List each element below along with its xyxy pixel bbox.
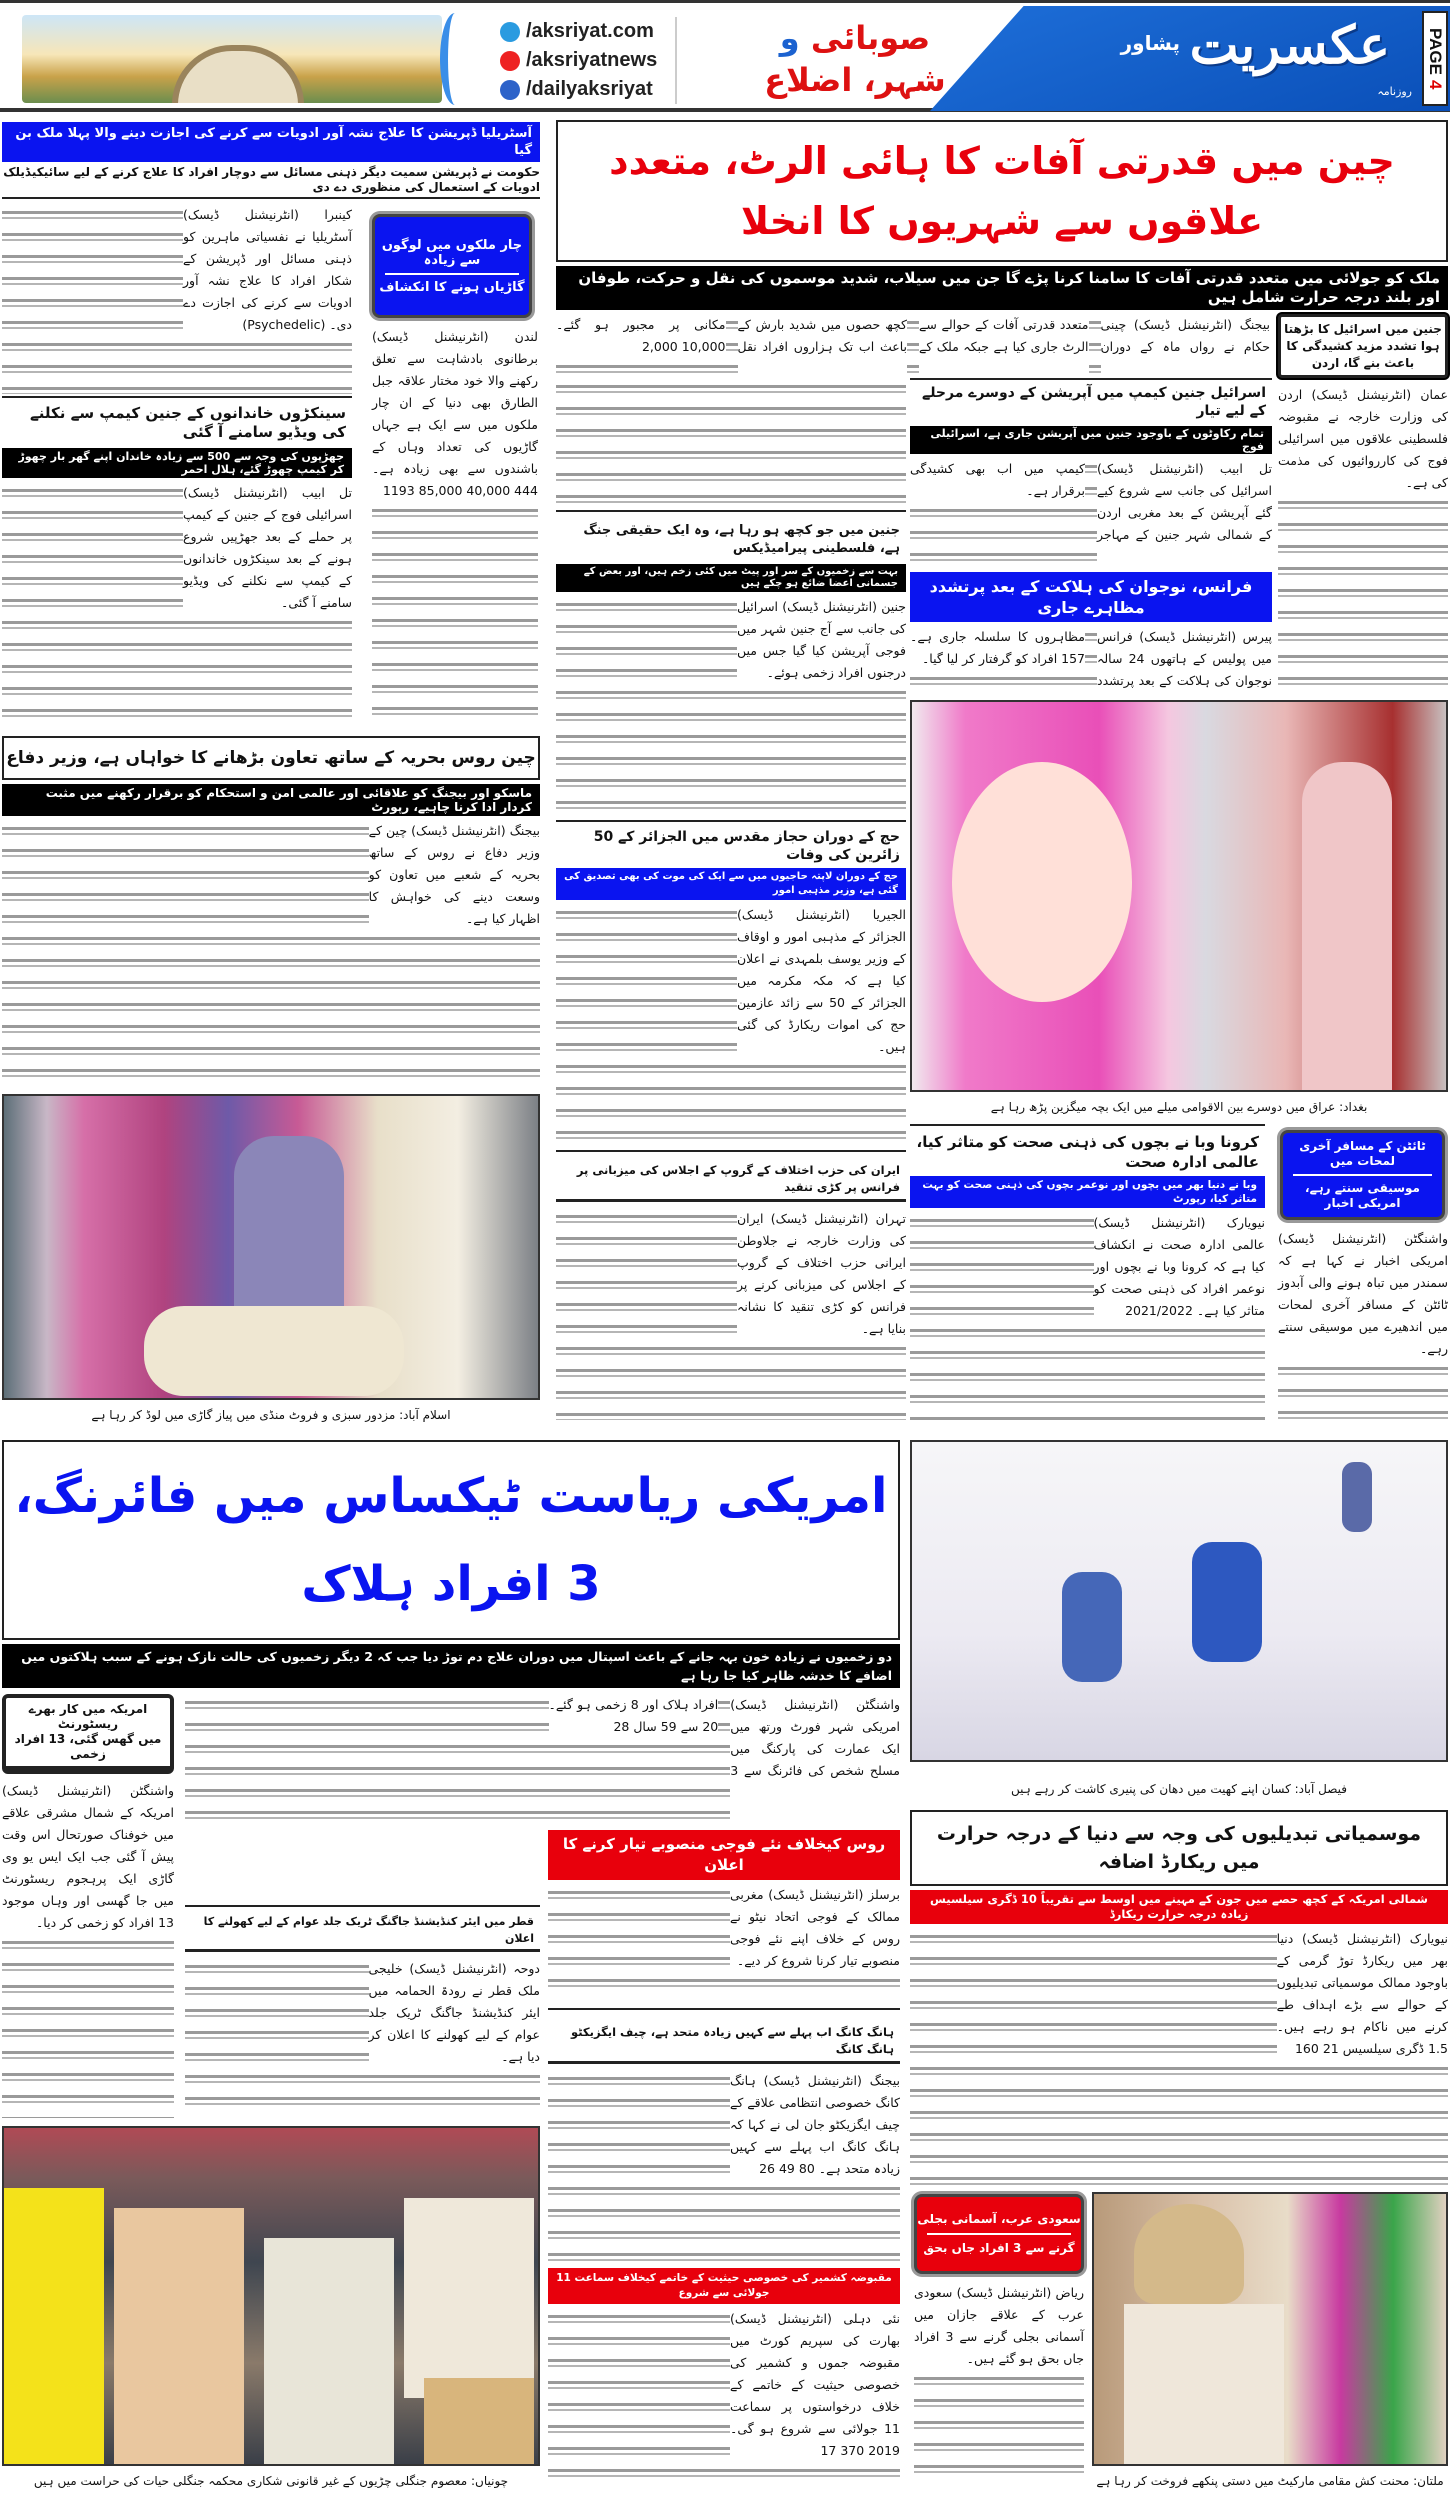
divider xyxy=(548,2008,900,2010)
rice-field-photo xyxy=(910,1440,1448,1762)
cars-body xyxy=(372,326,538,726)
facebook-icon xyxy=(500,80,520,100)
web-icon xyxy=(500,22,520,42)
jordan-body xyxy=(1278,384,1448,694)
corona-body xyxy=(910,1212,1265,1420)
box-line: گاڑیاں ہونے کا انکشاف xyxy=(379,279,525,295)
divider xyxy=(185,1905,540,1907)
kashmir-headline: مقبوضہ کشمیر کی خصوصی حیثیت کے خاتمے کیخلاف سماعت 11 جولائی سے شروع xyxy=(548,2268,900,2304)
australia-headline: آسٹریلیا ڈپریشن کا علاج نشہ آور ادویات سے کرنے کی اجازت دینے والا پہلا ملک بن گیا xyxy=(2,122,540,162)
article-text: واشنگٹن (انٹرنیشنل ڈیسک) امریکی اخبار نے کہا ہے کہ سمندر میں تباہ ہونے والی آبدوز ٹائٹن کے مسافر آخری لمحات میں اندھیرے میں موسیقی سنتے رہے۔ xyxy=(1278,1228,1448,1360)
article-text: تہران (انٹرنیشنل ڈیسک) ایران کی وزارت خارجہ نے جلاوطن ایرانی حزب اختلاف کے گروپ کے اجلاس کی میزبانی کرنے پر فرانس کو کڑی تنقید کا نشانہ بنایا ہے۔ xyxy=(737,1208,906,1340)
youtube-link[interactable]: /aksriyatnews xyxy=(526,49,658,71)
section-line-1: صوبائی xyxy=(810,19,931,57)
israel-operation-body xyxy=(910,458,1272,568)
box-line: سعودی عرب، آسمانی بجلی xyxy=(917,2212,1081,2226)
cars-box xyxy=(372,214,532,318)
divider xyxy=(910,378,1272,380)
article-text: کینبرا (انٹرنیشنل ڈیسک) آسٹریلیا نے نفسیاتی ماہرین کو ذہنی مسائل اور ڈپریشن کے شکار افراد کا علاج نشہ آور ادویات سے کرنے کی اجازت دے دی۔ (Psychedelic) xyxy=(183,204,352,336)
baghdad-photo-caption: بغداد: عراق میں دوسرے بین الاقوامی میلے میں ایک بچہ میگزین پڑھ رہا ہے xyxy=(990,1100,1368,1114)
divider xyxy=(556,820,906,822)
box-line: ٹائٹن کے مسافر آخری لمحات میں xyxy=(1299,1139,1426,1168)
section-title xyxy=(760,17,950,101)
hajj-body xyxy=(556,904,906,1144)
article-text: جنین (انٹرنیشنل ڈیسک) اسرائیل کی جانب سے آج جنین شہر میں فوجی آپریشن کیا گیا جس میں درجنوں افراد زخمی ہوئے۔ xyxy=(737,596,906,684)
page-number: 4 xyxy=(1426,79,1445,90)
paramedics-sub: بہت سے زخمیوں کے سر اور پیٹ میں کئی زخم ہیں، اور بعض کے جسمانی اعضا ضائع ہو چکے ہیں xyxy=(556,564,906,592)
box-line: امریکہ میں کار بھرے ریسٹورنٹ xyxy=(28,1702,148,1731)
article-text: ریاض (انٹرنیشنل ڈیسک) سعودی عرب کے علاقے جازان میں آسمانی بجلی گرنے سے 3 افراد جاں بحق ہو گئے ہیں۔ xyxy=(914,2282,1084,2370)
china-russia-body xyxy=(2,820,540,1088)
australia-lead: حکومت نے ڈپریشن سمیت دیگر ذہنی مسائل سے دوچار افراد کا علاج کرنے کے لیے سائیکیڈیلک ادویات کے استعمال کی منظوری دے دی xyxy=(2,165,540,199)
cityscape-banner-image xyxy=(22,15,442,103)
texas-sub: دو زخمیوں نے زیادہ خون بہہ جانے کے باعث اسپتال میں دوران علاج دم توڑ دیا جب کہ 2 دیگر زخمیوں کی حالت نازک ہونے کے سبب ہلاکتوں میں اضافے کا خدشہ ظاہر کیا جا رہا ہے xyxy=(2,1644,900,1688)
wildlife-arrest-photo xyxy=(2,2126,540,2466)
article-text: پیرس (انٹرنیشنل ڈیسک) فرانس میں پولیس کے ہاتھوں 24 سالہ نوجوان کی ہلاکت کے بعد پرتشدد مظاہروں کا سلسلہ جاری ہے۔ 157 افراد کو گرفتار کر لیا گیا۔ xyxy=(910,626,1272,692)
china-russia-sub: ماسکو اور بیجنگ کو علاقائی اور عالمی امن و استحکام کو برقرار رکھنے میں مثبت کردار ادا کرنا چاہیے، رپورٹ xyxy=(2,784,540,816)
corona-headline: کرونا وبا نے بچوں کی ذہنی صحت کو متاثر کیا، عالمی ادارہ صحت xyxy=(916,1133,1259,1171)
climate-body xyxy=(910,1928,1448,2188)
texas-headline-box xyxy=(2,1440,900,1640)
facebook-link[interactable]: /dailyaksriyat xyxy=(526,78,653,100)
divider xyxy=(556,510,906,512)
titan-body xyxy=(1278,1228,1448,1420)
climate-headline: موسمیاتی تبدیلیوں کی وجہ سے دنیا کے درجہ حرارت میں ریکارڈ اضافہ xyxy=(910,1810,1448,1886)
article-text: نئی دہلی (انٹرنیشنل ڈیسک) بھارت کی سپریم کورٹ میں مقبوضہ جموں و کشمیر کی خصوصی حیثیت کے خاتمے کے خلاف درخواستوں پر سماعت 11 جولائی سے شروع ہو گی۔ 2019 370 17 xyxy=(730,2308,900,2462)
jenin-families-body xyxy=(2,482,352,728)
section-line-2: شہر، اضلاع xyxy=(764,61,946,99)
divider xyxy=(556,1150,906,1152)
main-body-continued xyxy=(556,378,906,508)
article-text: لندن (انٹرنیشنل ڈیسک) برطانوی بادشاہت سے تعلق رکھنے والا خود مختار علاقہ جبل الطارق بھی دنیا کے ان چار ملکوں میں سے ایک ہے جہاں گاڑیوں کی تعداد وہاں کے باشندوں سے بھی زیادہ ہے۔ 444 40,000 85,000 1193 xyxy=(372,326,538,502)
china-russia-headline: چین روس بحریہ کے ساتھ تعاون بڑھانے کا خواہاں ہے، وزیر دفاع xyxy=(2,736,540,780)
multan-photo-caption: ملتان: محنت کش مقامی مارکیٹ میں دستی پنکھے فروخت کر رہا ہے xyxy=(1096,2474,1444,2488)
decorative-arc xyxy=(440,13,470,105)
texas-body xyxy=(185,1694,900,1824)
main-sub-headline: ملک کو جولائی میں متعدد قدرتی آفات کا سامنا کرنا پڑے گا جن میں سیلاب، شدید موسموں کی نقل و حرکت، طوفان اور بلند درجہ حرارت شامل ہیں xyxy=(556,266,1448,310)
box-line: میں گھس گئی، 13 افراد زخمی xyxy=(14,1732,162,1761)
article-text: برسلز (انٹرنیشنل ڈیسک) مغربی ممالک کے فوجی اتحاد نیٹو نے روس کے خلاف اپنے نئے فوجی منصوبے تیار کرنا شروع کر دیے۔ xyxy=(730,1884,900,1972)
texas-headline: امریکی ریاست ٹیکساس میں فائرنگ، 3 افراد ہلاک xyxy=(14,1468,888,1612)
youtube-icon xyxy=(500,51,520,71)
iran-headline: ایران کی حزب اختلاف کے گروپ کے اجلاس کی میزبانی پر فرانس پر کڑی تنقید xyxy=(556,1158,906,1202)
logo-city: پشاور xyxy=(1120,31,1180,55)
russia-headline: روس کیخلاف نئے فوجی منصوبے تیار کرنے کا اعلان xyxy=(548,1830,900,1880)
article-text: دوحہ (انٹرنیشنل ڈیسک) خلیجی ملک قطر نے رودۃ الحمامہ میں ایئر کنڈیشنڈ جاگنگ ٹریک جلد عوام کے لیے کھولنے کا اعلان کر دیا ہے۔ xyxy=(369,1958,541,2068)
paramedics-headline: جنین میں جو کچھ ہو رہا ہے، وہ ایک حقیقی جنگ ہے، فلسطینی پیرامیڈیکس xyxy=(583,523,900,556)
paramedics-body xyxy=(556,596,906,816)
titan-box xyxy=(1280,1130,1445,1220)
onion-photo-caption: اسلام آباد: مزدور سبزی و فروٹ منڈی میں پیاز گاڑی میں لوڈ کر رہا ہے xyxy=(91,1408,451,1422)
iran-body xyxy=(556,1208,906,1420)
logo-daily: روزنامہ xyxy=(1377,85,1412,98)
restaurant-box xyxy=(2,1694,174,1774)
divider xyxy=(910,1124,1265,1126)
hongkong-body xyxy=(548,2070,900,2265)
jordan-headline: جنین میں اسرائیل کا بڑھتا ہوا تشدد مزید کشیدگی کا باعث بنے گا، اردن xyxy=(1278,314,1448,378)
qatar-body xyxy=(185,1958,540,2118)
section-and: و xyxy=(779,19,800,57)
masthead xyxy=(0,0,1450,112)
main-body xyxy=(556,314,1270,374)
article-text: تل ابیب (انٹرنیشنل ڈیسک) اسرائیل کی جانب سے شروع کیے گئے آپریشن کے بعد مغربی اردن کے شمالی شہر جنین کے مہاجر کیمپ میں اب بھی کشیدگی برقرار ہے۔ xyxy=(910,458,1272,568)
kashmir-body xyxy=(548,2308,900,2478)
page-number-badge xyxy=(1422,11,1448,106)
page-label: PAGE xyxy=(1426,27,1445,75)
social-links xyxy=(500,17,677,104)
israel-operation-headline: اسرائیل جنین کیمپ میں آپریشن کے دوسرے مرحلے کے لیے تیار xyxy=(922,385,1266,419)
australia-body xyxy=(2,204,352,394)
article-text: واشنگٹن (انٹرنیشنل ڈیسک) امریکی شہر فورٹ ورتھ میں ایک عمارت کی پارکنگ میں مسلح شخص کی فائرنگ سے 3 افراد ہلاک اور 8 زخمی ہو گئے۔ 20 سے 59 سال 28 xyxy=(549,1694,901,1824)
qatar-headline: قطر میں ایئر کنڈیشنڈ جاگنگ ٹریک جلد عوام کے لیے کھولنے کا اعلان xyxy=(185,1910,540,1952)
russia-body xyxy=(548,1884,900,2000)
main-headline: چین میں قدرتی آفات کا ہائی الرٹ، متعدد علاقوں سے شہریوں کا انخلا xyxy=(609,139,1395,243)
restaurant-body xyxy=(2,1780,174,2118)
article-text: عمان (انٹرنیشنل ڈیسک) اردن کی وزارت خارجہ نے مقبوضہ فلسطینی علاقوں میں اسرائیلی فوج کی کارروائیوں کی مذمت کی ہے۔ xyxy=(1278,384,1448,494)
box-line: موسیقی سنتے رہے، امریکی اخبار xyxy=(1305,1181,1420,1210)
article-text: بیجنگ (انٹرنیشنل ڈیسک) چین کے وزیر دفاع نے روس کے ساتھ بحریہ کے شعبے میں تعاون کو وسعت دینے کی خواہش کا اظہار کیا ہے۔ xyxy=(369,820,540,930)
article-text: نیویارک (انٹرنیشنل ڈیسک) دنیا بھر میں ریکارڈ توڑ گرمی کے باوجود ممالک موسمیاتی تبدیلیوں کے حوالے سے بڑے اہداف طے کرنے میں ناکام ہو رہے ہیں۔ 1.5 ڈگری سیلسیس 21 160 xyxy=(1277,1928,1448,2060)
jenin-families-headline: سینکڑوں خاندانوں کے جنین کیمپ سے نکلنے کی ویڈیو سامنے آ گئی xyxy=(29,404,346,441)
jenin-families-sub: جھڑپوں کی وجہ سے 500 سے زیادہ خاندان اپنے گھر بار چھوڑ کر کیمپ چھوڑ گئے، ہلال احمر xyxy=(2,448,352,478)
france-body xyxy=(910,626,1272,692)
saudi-body xyxy=(914,2282,1084,2482)
rice-photo-caption: فیصل آباد: کسان اپنے کھیت میں دھان کی پنیری کاشت کر رہے ہیں xyxy=(1010,1782,1348,1796)
hongkong-headline: ہانگ کانگ اب پہلے سے کہیں زیادہ متحد ہے، چیف ایگزیکٹو ہانگ کانگ xyxy=(548,2020,900,2064)
hajj-headline: حج کے دوران حجاز مقدس میں الجزائر کے 50 زائرین کی وفات xyxy=(593,829,900,863)
article-text: الجیریا (انٹرنیشنل ڈیسک) الجزائر کے مذہبی امور و اوقاف کے وزیر یوسف بلمہدی نے اعلان کیا ہے کہ مکہ مکرمہ میں الجزائر کے 50 سے زائد عازمین حج کی اموات ریکارڈ کی گئی ہیں۔ xyxy=(737,904,906,1058)
newspaper-logo: عکسریت xyxy=(1189,15,1390,76)
main-headline-box xyxy=(556,120,1448,262)
box-line: چار ملکوں میں لوگوں سے زیادہ xyxy=(381,237,523,268)
france-headline: فرانس، نوجوان کی ہلاکت کے بعد پرتشدد مظاہرے جاری xyxy=(910,572,1272,622)
article-text: تل ابیب (انٹرنیشنل ڈیسک) اسرائیلی فوج کے جنین کے کیمپ پر حملے کے بعد جھڑپیں شروع ہونے کے بعد سینکڑوں خاندانوں کے کیمپ سے نکلنے کی ویڈیو سامنے آ گئی۔ xyxy=(183,482,352,614)
fan-seller-photo xyxy=(1092,2192,1448,2466)
divider xyxy=(2,396,352,398)
article-text: بیجنگ (انٹرنیشنل ڈیسک) ہانگ کانگ خصوصی انتظامی علاقے کے چیف ایگزیکٹو جان لی نے کہا کہ ہانگ کانگ اب پہلے سے کہیں زیادہ متحد ہے۔ 80 49 26 xyxy=(730,2070,900,2180)
website-link[interactable]: /aksriyat.com xyxy=(526,20,654,42)
hajj-sub: حج کے دوران لاپتہ حاجیوں میں سے ایک کی موت کی بھی تصدیق کی گئی ہے، وزیر مذہبی امور xyxy=(556,868,906,900)
onion-market-photo xyxy=(2,1094,540,1400)
israel-operation-sub: تمام رکاوٹوں کے باوجود جنین میں آپریشن جاری ہے، اسرائیلی فوج xyxy=(910,426,1272,454)
climate-sub: شمالی امریکہ کے کچھ حصے میں جون کے مہینے میں اوسط سے تقریباً 10 ڈگری سیلسیس زیادہ درجہ حرارت ریکارڈ xyxy=(910,1890,1448,1924)
article-text: نیویارک (انٹرنیشنل ڈیسک) عالمی ادارہ صحت نے انکشاف کیا ہے کہ کرونا وبا نے بچوں اور نوعمر افراد کی ذہنی صحت کو متاثر کیا ہے۔ 2021/2022 xyxy=(1094,1212,1266,1322)
box-line: گرنے سے 3 افراد جاں بحق xyxy=(923,2241,1075,2255)
article-text: واشنگٹن (انٹرنیشنل ڈیسک) امریکہ کے شمال مشرقی علاقے میں خوفناک صورتحال اس وقت پیش آ گئی جب ایک ایس یو وی گاڑی ایک پرہجوم ریسٹورنٹ میں جا گھسی اور وہاں موجود 13 افراد کو زخمی کر دیا۔ xyxy=(2,1780,174,1934)
article-text: بیجنگ (انٹرنیشنل ڈیسک) چینی حکام نے رواں ماہ کے دوران متعدد قدرتی آفات کے حوالے سے الرٹ جاری کیا ہے جبکہ ملک کے کچھ حصوں میں شدید بارش کے باعث اب تک ہزاروں افراد نقل مکانی پر مجبور ہو گئے۔ 10,000 2,000 xyxy=(556,314,1270,374)
chunian-photo-caption: چونیاں: معصوم جنگلی چڑیوں کے غیر قانونی شکاری محکمہ جنگلی حیات کی حراست میں ہیں xyxy=(33,2474,509,2488)
saudi-box xyxy=(914,2194,1084,2274)
corona-sub: وبا نے دنیا بھر میں بچوں اور نوعمر بچوں کی ذہنی صحت کو بہت متاثر کیا، رپورٹ xyxy=(910,1176,1265,1208)
baghdad-photo xyxy=(910,700,1448,1092)
